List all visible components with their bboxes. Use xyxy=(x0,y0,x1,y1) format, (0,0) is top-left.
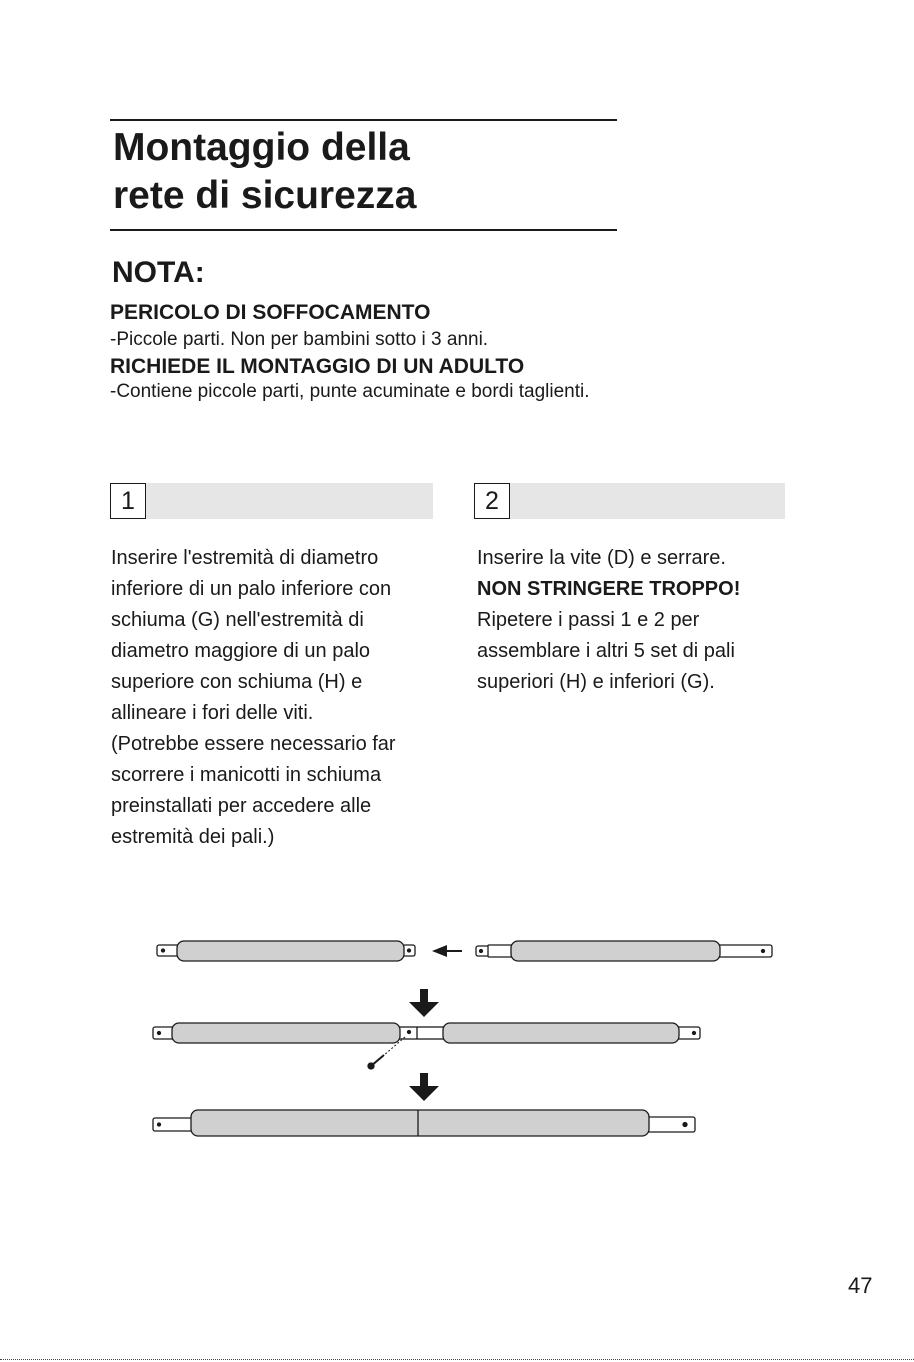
step-1-line: superiore con schiuma (H) e xyxy=(111,671,363,693)
pole-assembled xyxy=(153,1110,695,1136)
page-number: 47 xyxy=(848,1273,873,1298)
page-title-line-2: rete di sicurezza xyxy=(113,174,417,217)
title-top-rule xyxy=(110,119,617,121)
pole-upper-with-foam xyxy=(476,941,772,961)
pole-lower-with-foam xyxy=(157,941,415,961)
step-1-header xyxy=(110,483,433,519)
step-2-warning: NON STRINGERE TROPPO! xyxy=(477,578,741,600)
step-1-line: preinstallati per accedere alle xyxy=(111,795,372,817)
step-1-line: diametro maggiore di un palo xyxy=(111,640,371,662)
step-1-line: schiuma (G) nell'estremità di xyxy=(111,609,364,631)
step-1-number: 1 xyxy=(110,483,146,519)
step-2-header xyxy=(474,483,785,519)
warning-choking-title: PERICOLO DI SOFFOCAMENTO xyxy=(110,301,431,324)
poles-joined xyxy=(153,1023,700,1043)
step-2-number: 2 xyxy=(474,483,510,519)
step-1-line: inferiore di un palo inferiore con xyxy=(111,578,392,600)
arrow-down-icon xyxy=(409,1073,439,1101)
page-bottom-border xyxy=(0,1359,914,1360)
step-2-line: assemblare i altri 5 set di pali xyxy=(477,640,735,662)
step-2-line: Inserire la vite (D) e serrare. xyxy=(477,547,726,569)
step-1-line: allineare i fori delle viti. xyxy=(111,702,314,724)
arrow-left-icon xyxy=(432,945,462,957)
step-1-line: estremità dei pali.) xyxy=(111,826,275,848)
step-1-line: scorrere i manicotti in schiuma xyxy=(111,764,382,786)
warning-choking-text: -Piccole parti. Non per bambini sotto i 3 anni. xyxy=(110,329,489,350)
note-heading: NOTA: xyxy=(112,256,205,289)
step-2-text xyxy=(477,543,740,698)
step-1-text xyxy=(111,543,396,853)
step-2-line: Ripetere i passi 1 e 2 per xyxy=(477,609,700,631)
warning-adult-title: RICHIEDE IL MONTAGGIO DI UN ADULTO xyxy=(110,355,525,378)
arrow-down-icon xyxy=(409,989,439,1017)
warning-adult-text: -Contiene piccole parti, punte acuminate e bordi taglienti. xyxy=(110,381,590,402)
assembly-diagram xyxy=(0,920,914,1150)
page-title-line-1: Montaggio della xyxy=(113,126,410,169)
step-2-line: superiori (H) e inferiori (G). xyxy=(477,671,715,693)
title-bottom-rule xyxy=(110,229,617,231)
page-title xyxy=(113,124,416,220)
step-1-line: Inserire l'estremità di diametro xyxy=(111,547,379,569)
step-1-line: (Potrebbe essere necessario far xyxy=(111,733,396,755)
